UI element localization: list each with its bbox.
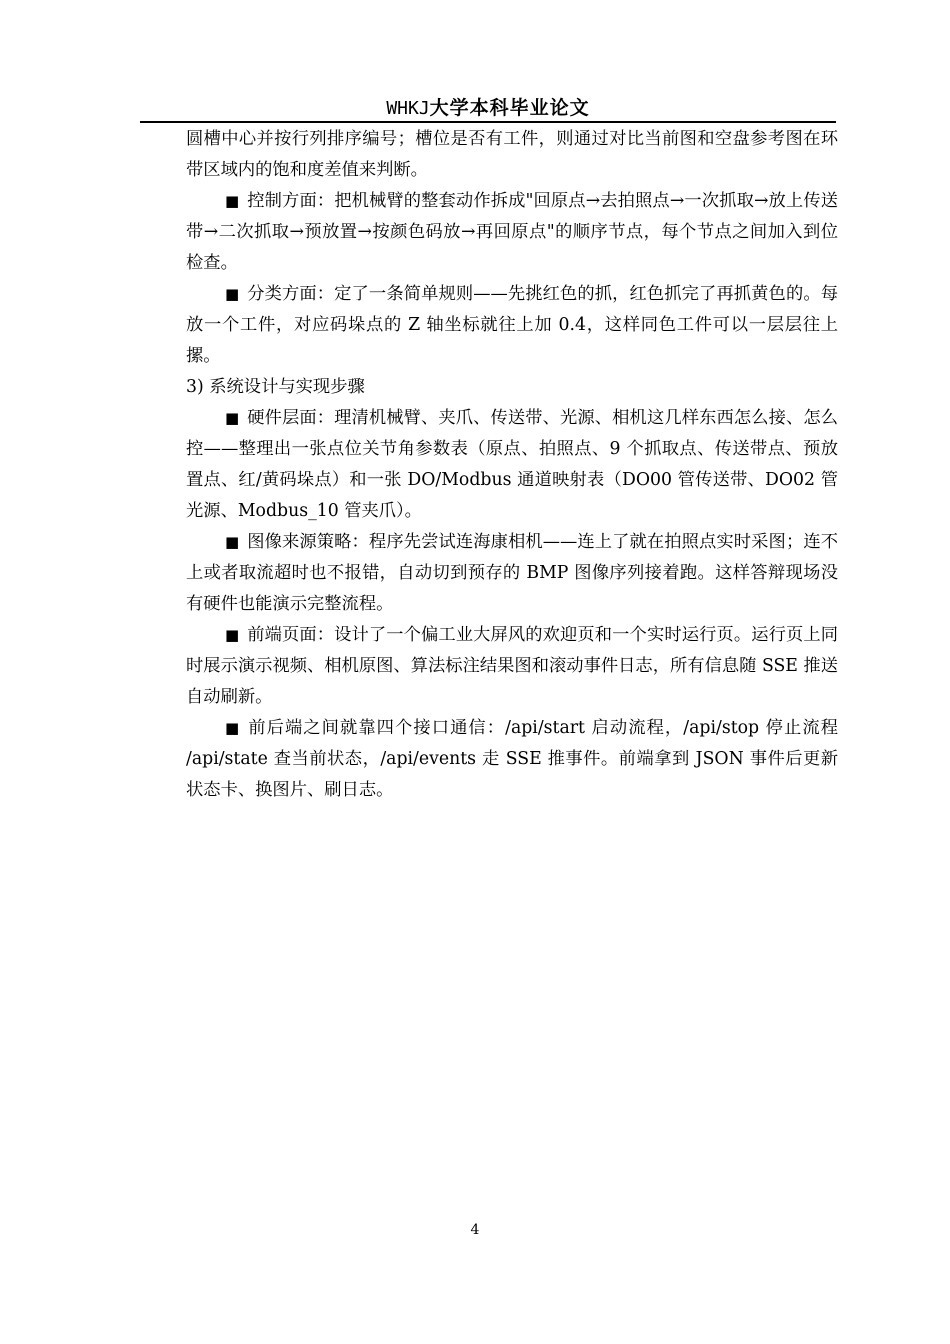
bullet-text-control: 控制方面：把机械臂的整套动作拆成"回原点→去拍照点→一次抓取→放上传送带→二次抓取→预放置→按颜色码放→再回原点"的顺序节点，每个节点之间加入到位检查。: [186, 191, 838, 273]
bullet-text-api: 前后端之间就靠四个接口通信：/api/start 启动流程，/api/stop 停止流程 /api/state 查当前状态，/api/events 走 SSE 推事件。前端拿到 JSON 事件后更新状态卡、换图片、刷日志。: [186, 718, 838, 800]
bullet-paragraph-hardware: [186, 403, 838, 527]
bullet-text-classification: 分类方面：定了一条简单规则——先挑红色的抓，红色抓完了再抓黄色的。每放一个工件，对应码垛点的 Z 轴坐标就往上加 0.4，这样同色工件可以一层层往上摞。: [186, 284, 838, 366]
bullet-paragraph-control: [186, 186, 838, 279]
header-prefix: WHKJ: [386, 98, 430, 119]
bullet-square-icon: ■: [225, 719, 241, 737]
bullet-square-icon: ■: [225, 285, 240, 303]
document-body: [186, 124, 838, 806]
bullet-text-image-source: 图像来源策略：程序先尝试连海康相机——连上了就在拍照点实时采图；连不上或者取流超时也不报错，自动切到预存的 BMP 图像序列接着跑。这样答辩现场没有硬件也能演示完整流程。: [186, 532, 838, 614]
bullet-square-icon: ■: [225, 626, 240, 644]
bullet-square-icon: ■: [225, 533, 240, 551]
page-number: 4: [470, 1222, 480, 1238]
bullet-paragraph-image-source: [186, 527, 838, 620]
header-rule: [140, 121, 836, 123]
intro-paragraph: 圆槽中心并按行列排序编号；槽位是否有工件，则通过对比当前图和空盘参考图在环带区域内的饱和度差值来判断。: [186, 129, 838, 180]
bullet-paragraph-api: [186, 713, 838, 806]
bullet-paragraph-frontend: [186, 620, 838, 713]
bullet-text-frontend: 前端页面：设计了一个偏工业大屏风的欢迎页和一个实时运行页。运行页上同时展示演示视频、相机原图、算法标注结果图和滚动事件日志，所有信息随 SSE 推送自动刷新。: [186, 625, 838, 707]
header-title: 大学本科毕业论文: [429, 97, 590, 119]
bullet-paragraph-classification: [186, 279, 838, 372]
section-heading: 3) 系统设计与实现步骤: [186, 377, 365, 397]
bullet-square-icon: ■: [225, 192, 240, 210]
bullet-text-hardware: 硬件层面：理清机械臂、夹爪、传送带、光源、相机这几样东西怎么接、怎么控——整理出一张点位关节角参数表（原点、拍照点、9 个抓取点、传送带点、预放置点、红/黄码垛点）和一张 DO/Modbus 通道映射表（DO00 管传送带、DO02 管光源、Modbus_10 管夹爪）。: [186, 408, 838, 521]
bullet-square-icon: ■: [225, 409, 240, 427]
page-header: [140, 94, 836, 122]
